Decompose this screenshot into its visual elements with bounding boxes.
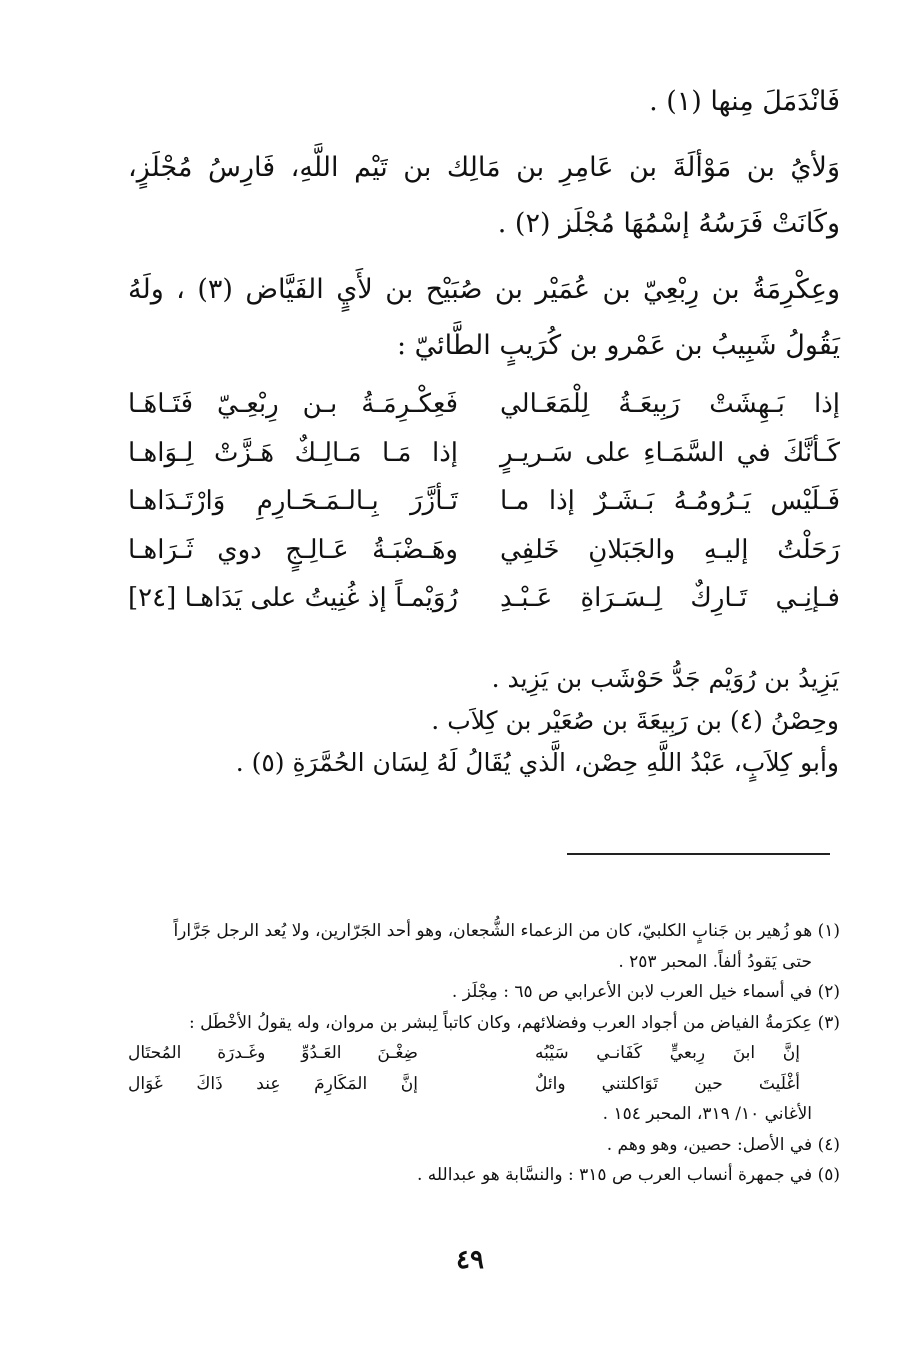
poem	[128, 380, 840, 623]
genealogy-entry: وأبو كِلاَبٍ، عَبْدُ اللَّهِ حِصْن، الَّذي يُقَالُ لَهُ لِسَان الحُمَّرَةِ (٥) .	[235, 748, 839, 777]
verse-second-hemistich: ضِغْـنَ العَـدُوِّ وغَـدرَة المُحتَال	[128, 1043, 418, 1063]
footnote-separator	[567, 853, 830, 855]
verse-second-hemistich: إنَّ المَكَارِمَ عِند ذَاكَ غَوَال	[128, 1073, 418, 1094]
verse-first-hemistich: أغْلَيتَ حين تَوَاكلتني وائلٌ	[535, 1073, 800, 1094]
verse-second-hemistich: وهَـضْبَـةُ عَـالِـجٍ دوي ثَـرَاهـا	[128, 534, 458, 565]
verse-second-hemistich: رُوَيْمـاً إذ غُنِيتُ على يَدَاهـا [٢٤]	[128, 583, 458, 613]
poem-verse	[128, 380, 840, 429]
footnote-3-source: الأغاني ١٠/ ٣١٩، المحبر ١٥٤ .	[602, 1104, 812, 1124]
footnotes	[128, 916, 840, 1191]
footnote-1-continued: حتى يَقودُ ألفاً. المحبر ٢٥٣ .	[618, 951, 812, 972]
verse-second-hemistich: إذا مَـا مَـالِـكٌ هَـزَّتْ لِـوَاهـا	[128, 437, 458, 468]
poem-verse	[128, 429, 840, 478]
verse-first-hemistich: كَـأنَّكَ في السَّمَـاءِ على سَـريـرٍ	[500, 437, 840, 468]
footnote-5: (٥) في جمهرة أنساب العرب ص ٣١٥ : والنسَّابة هو عبدالله .	[416, 1165, 840, 1185]
paragraph-ikrima: وعِكْرِمَةُ بن رِبْعِيّ بن عُمَيْر بن صُبَيْح بن لأَيٍ الفَيَّاض (٣) ، ولَهُ يَقُولُ شَبِيبُ بن عَمْرو بن كُرَيبٍ الطَّائيّ :	[128, 274, 840, 361]
verse-first-hemistich: إنَّ ابنَ رِبعيٍّ كَفَانـي سَيْبُه	[535, 1043, 800, 1063]
footnote-4: (٤) في الأصل: حصين، وهو وهم .	[606, 1134, 840, 1155]
poem-verse	[128, 526, 840, 575]
poem-verse	[128, 477, 840, 526]
footnote-3-verse	[128, 1069, 840, 1100]
verse-first-hemistich: فـإنِـي تَـارِكٌ لِـسَـرَاةِ عَـبْـدِ	[500, 583, 840, 613]
footnote-3-verse	[128, 1038, 840, 1069]
genealogy-list	[199, 658, 839, 784]
verse-second-hemistich: فَعِكْـرِمَـةُ بـن رِبْعِـيّ فَتَـاهَـا	[128, 389, 458, 419]
page-number: ٤٩	[456, 1245, 484, 1275]
verse-first-hemistich: رَحَلْتُ إليـهِ والجَبَلانِ خَلفِي	[500, 534, 840, 565]
paragraph-layy: وَلأيُ بن مَوْألَةَ بن عَامِرِ بن مَالِك بن تَيْم اللَّهِ، فَارِسُ مُجْلَزٍ، وكَانَتْ فَرَسُهُ إسْمُهَا مُجْلَز (٢) .	[128, 152, 840, 239]
verse-second-hemistich: تَـأزَّرَ بِـالـمَـحَـارِمِ وَارْتَـدَاهـا	[128, 486, 458, 516]
paragraph-opening: فَانْدَمَلَ مِنها (١) .	[649, 86, 840, 117]
footnote-1: (١) هو زُهير بن جَنابٍ الكلبيّ، كان من الزعماء الشُّجعان، وهو أحد الجَرّارين، ولا يُعد الرجل جَرَّاراً	[173, 921, 840, 941]
footnote-3: (٣) عِكرَمةُ الفياض من أجواد العرب وفضلائهم، وكان كاتباً لِبشر بن مروان، وله يقولُ الأخْطَل :	[188, 1012, 840, 1033]
genealogy-entry: وحِصْنُ (٤) بن رَبِيعَةَ بن صُعَيْر بن كِلاَب .	[431, 706, 839, 735]
verse-first-hemistich: فَـلَيْس يَـرُومُـهُ بَـشَـرٌ إذا مـا	[500, 486, 840, 516]
verse-first-hemistich: إذا بَـهِشَتْ رَبِيعَـةُ لِلْمَعَـالي	[500, 389, 840, 419]
genealogy-entry: يَزِيدُ بن رُوَيْم جَدُّ حَوْشَب بن يَزِيد .	[491, 664, 839, 693]
footnote-2: (٢) في أسماء خيل العرب لابن الأعرابي ص ٦٥ : مِجْلَز .	[451, 982, 840, 1002]
poem-verse	[128, 574, 840, 623]
